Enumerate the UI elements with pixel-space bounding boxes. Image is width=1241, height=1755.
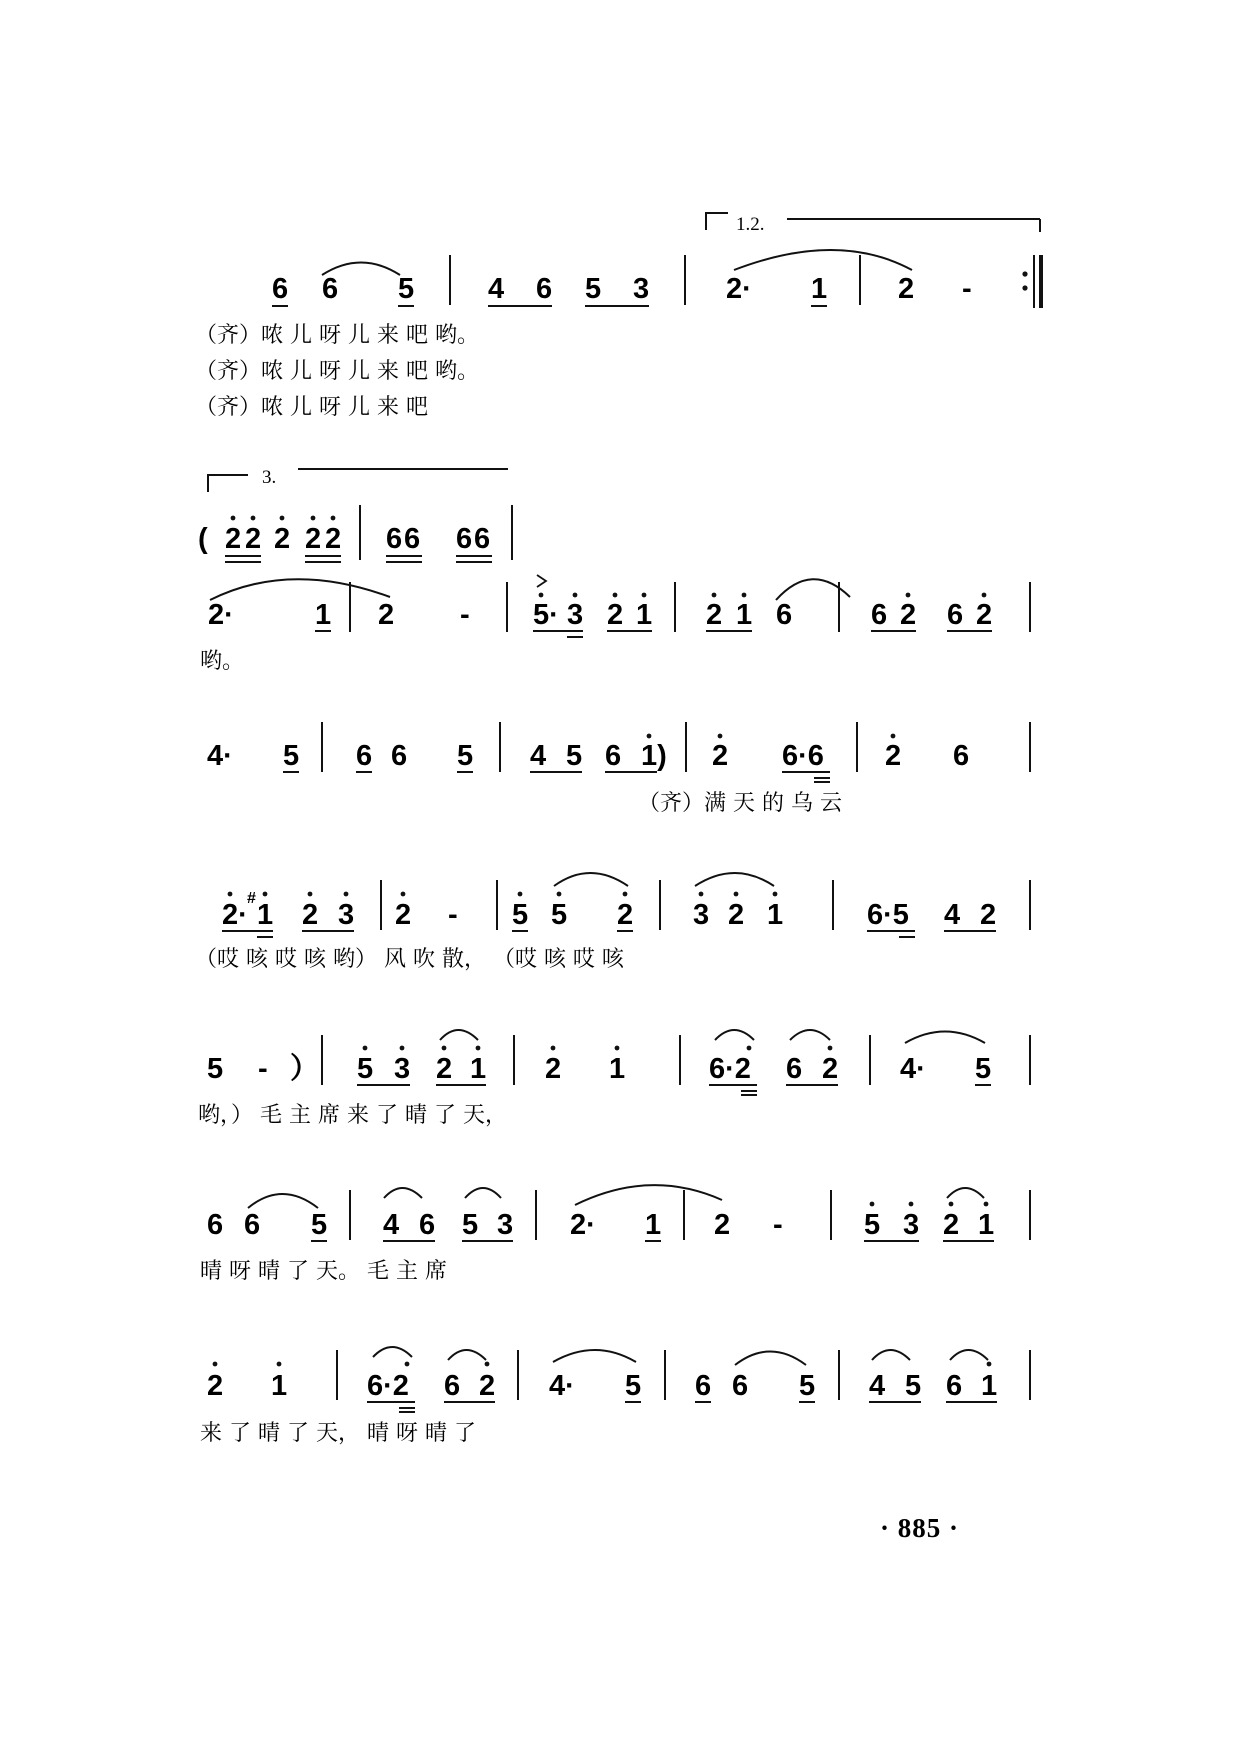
note: 2 [900,599,917,631]
note: 6 [272,273,289,305]
note: 6 [456,523,473,555]
note: 1 [767,899,784,931]
system-3-notes [208,599,992,631]
note: 5 [207,1053,224,1085]
note: 1 [981,1370,998,1402]
note: 2· [222,899,248,931]
note: 2 [976,599,993,631]
note: - [773,1209,783,1241]
lyric-system-3: 哟。 [200,649,245,674]
note: 2 [479,1370,496,1402]
note: 1 [636,599,653,631]
note: 1 [811,273,828,305]
note: 2 [943,1209,960,1241]
note: 6 [444,1370,461,1402]
volta-3-label: 3. [262,467,277,488]
lyric-verse-1: （齐）哝 儿 呀 儿 来 吧 哟。 [195,323,479,348]
note: 5 [311,1209,328,1241]
note: 2 [714,1209,731,1241]
note: 5 [905,1370,922,1402]
note: 6 [386,523,403,555]
note: - [258,1053,268,1085]
note: 1 [257,899,274,931]
lyric-system-5: （哎 咳 哎 咳 哟） 风 吹 散， （哎 咳 哎 咳 [195,947,624,972]
note: 1 [271,1370,288,1402]
note: 2 [225,523,242,555]
system-8-notes [207,1370,997,1402]
lyric-system-8: 来 了 晴 了 天， 晴 呀 晴 了 [200,1421,476,1446]
lyric-verse-3: （齐）哝 儿 呀 儿 来 吧 [195,395,428,420]
note: 5 [799,1370,816,1402]
note: - [448,899,458,931]
note: 2 [898,273,915,305]
note: 6·2 [709,1053,751,1085]
note: 2 [274,523,291,555]
note: 5 [512,899,529,931]
note: 5 [462,1209,479,1241]
note: 1 [470,1053,487,1085]
note: 2· [208,599,234,631]
note: - [460,599,470,631]
note: 6 [953,740,970,772]
system-2-notes [198,523,490,555]
note: 4 [530,740,547,772]
note: 4 [383,1209,400,1241]
lyric-system-6: 哟，） 毛 主 席 来 了 晴 了 天， [198,1103,507,1128]
system-1-marks [272,250,1041,308]
system-1-lyrics [195,323,479,420]
note: 2 [395,899,412,931]
note: 6 [356,740,373,772]
note: 3 [693,899,710,931]
note: 5 [585,273,602,305]
note: 2 [378,599,395,631]
note: 2 [617,899,634,931]
page-number: · 885 · [880,1513,960,1543]
system-7-notes [207,1209,994,1241]
note: 4 [869,1370,886,1402]
note: 2 [822,1053,839,1085]
note: 3 [633,273,650,305]
note: 6 [776,599,793,631]
lyric-system-4: （齐）满 天 的 乌 云 [638,791,842,816]
note: 6 [871,599,888,631]
sharp-icon: # [247,890,256,907]
note: 2 [712,740,729,772]
system-6-notes [207,1052,991,1085]
note: 3 [903,1209,920,1241]
note: 4 [488,273,505,305]
note: 5 [551,899,568,931]
note: ） [290,1053,320,1085]
note: 1 [736,599,753,631]
note: 6 [695,1370,712,1402]
note: 1 [978,1209,995,1241]
note: 3 [497,1209,514,1241]
note: 6·5 [867,899,909,931]
note: 5 [975,1053,992,1085]
note: - [962,273,972,305]
note: 6 [391,740,408,772]
note: 4· [900,1053,926,1085]
note: 6 [474,523,491,555]
note: 2 [207,1370,224,1402]
note: 2 [706,599,723,631]
note: 4· [549,1370,575,1402]
note: 2· [726,273,752,305]
note: 6 [536,273,553,305]
system-5-notes [222,899,996,931]
note: 5 [625,1370,642,1402]
lyric-system-7: 晴 呀 晴 了 天。 毛 主 席 [200,1259,447,1284]
note: 4 [944,899,961,931]
note: 2 [885,740,902,772]
note: 6 [732,1370,749,1402]
note: 5 [566,740,583,772]
note: 1 [645,1209,662,1241]
volta-1-2-label: 1.2. [736,214,765,235]
note: 1 [609,1053,626,1085]
note: 2 [436,1053,453,1085]
note: 2· [570,1209,596,1241]
note: 6 [207,1209,224,1241]
note: 2 [980,899,997,931]
note: 5 [457,740,474,772]
note: 5 [398,273,415,305]
lyric-verse-2: （齐）哝 儿 呀 儿 来 吧 哟。 [195,359,479,384]
note: 2 [305,523,322,555]
note: 6 [404,523,421,555]
note: 5 [283,740,300,772]
system-1-notes [272,273,972,305]
note: 6·2 [367,1370,409,1402]
note: 6 [322,273,339,305]
note: 3 [394,1053,411,1085]
note: 6·6 [782,740,824,772]
note: 2 [545,1053,562,1085]
note: 2 [728,899,745,931]
volta-3 [208,467,508,492]
note: 6 [947,599,964,631]
note: 3 [567,599,584,631]
note: 5· [533,599,559,631]
note: 2 [607,599,624,631]
note: 5 [357,1053,374,1085]
note: 6 [605,740,622,772]
note: 2 [245,523,262,555]
note: 2 [325,523,342,555]
note: 1 [315,599,332,631]
note: 1) [641,740,667,772]
note: 4· [207,740,233,772]
note: 3 [338,899,355,931]
note: 6 [946,1370,963,1402]
note: ( [198,523,208,555]
note: 2 [302,899,319,931]
note: 6 [244,1209,261,1241]
note: 6 [786,1053,803,1085]
note: 5 [864,1209,881,1241]
volta-1-2 [706,213,1040,235]
note: 6 [419,1209,436,1241]
